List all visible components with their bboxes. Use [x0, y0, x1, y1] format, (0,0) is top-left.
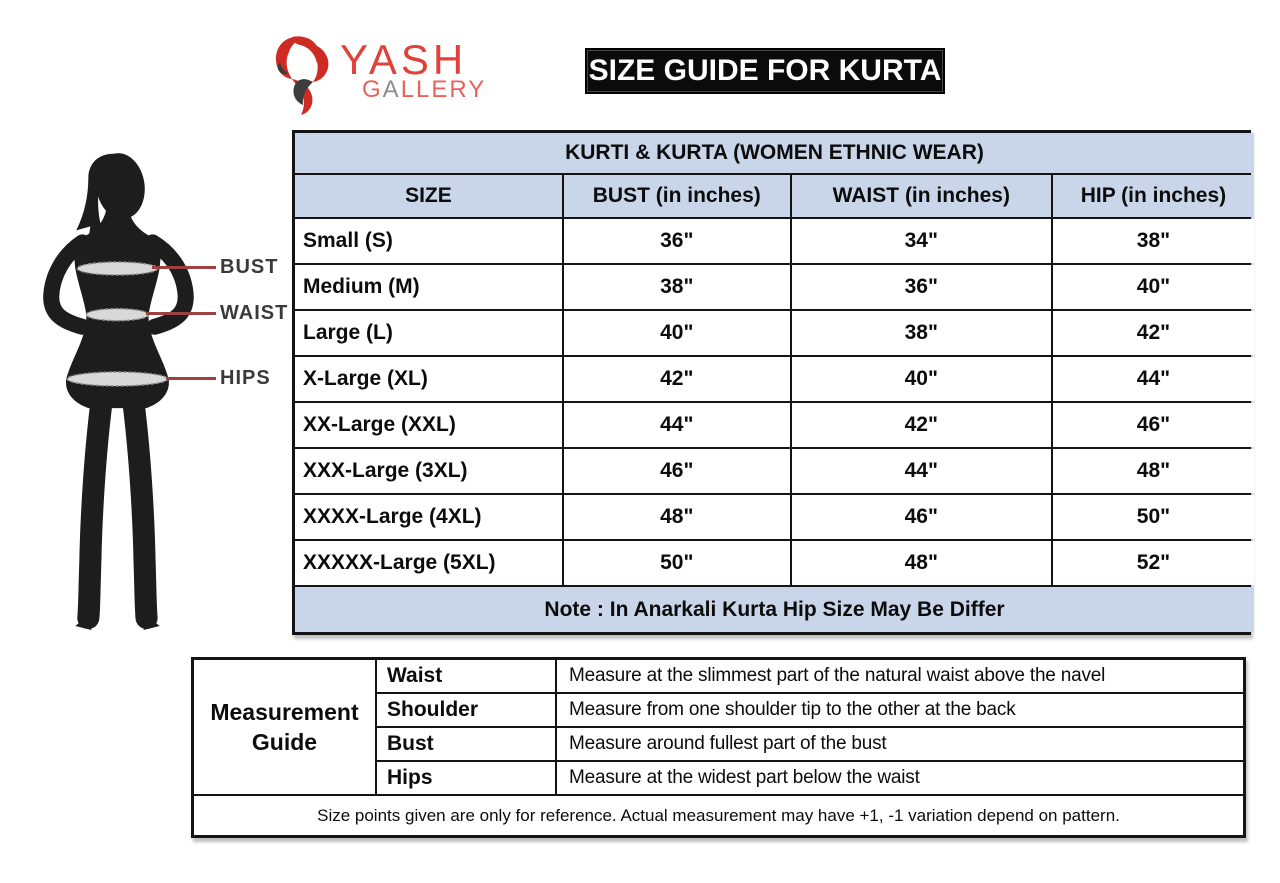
bust-cell: 42"	[564, 357, 790, 401]
guide-label-bust: Bust	[377, 728, 555, 760]
bust-cell: 36"	[564, 219, 790, 263]
guide-desc-shoulder: Measure from one shoulder tip to the other at the back	[557, 694, 1243, 726]
hips-pointer-line	[166, 377, 216, 380]
waist-cell: 38"	[792, 311, 1051, 355]
waist-pointer-line	[146, 312, 216, 315]
waist-label: WAIST	[220, 302, 289, 324]
guide-label-shoulder: Shoulder	[377, 694, 555, 726]
guide-label-waist: Waist	[377, 660, 555, 692]
size-cell: XXXXX-Large (5XL)	[295, 541, 562, 585]
size-cell: Large (L)	[295, 311, 562, 355]
hip-cell: 46"	[1053, 403, 1254, 447]
size-cell: XXXX-Large (4XL)	[295, 495, 562, 539]
bust-band	[77, 262, 157, 275]
bust-cell: 40"	[564, 311, 790, 355]
hip-cell: 50"	[1053, 495, 1254, 539]
page-title-bar	[585, 48, 945, 94]
waist-band	[86, 309, 148, 321]
size-cell: XXX-Large (3XL)	[295, 449, 562, 493]
guide-label-hips: Hips	[377, 762, 555, 794]
measurement-guide-table	[191, 657, 1246, 838]
column-header-size: SIZE	[295, 175, 562, 217]
bust-cell: 38"	[564, 265, 790, 309]
bust-label: BUST	[220, 256, 279, 278]
size-cell: Medium (M)	[295, 265, 562, 309]
waist-cell: 40"	[792, 357, 1051, 401]
waist-cell: 36"	[792, 265, 1051, 309]
brand-logo-icon	[272, 34, 336, 116]
anarkali-note: Note : In Anarkali Kurta Hip Size May Be Differ	[295, 587, 1254, 632]
hip-cell: 44"	[1053, 357, 1254, 401]
hip-cell: 48"	[1053, 449, 1254, 493]
size-table	[292, 130, 1251, 635]
guide-desc-waist: Measure at the slimmest part of the natural waist above the navel	[557, 660, 1243, 692]
body-measurement-figure	[42, 150, 217, 632]
bust-cell: 50"	[564, 541, 790, 585]
brand-subname: GALLERY	[362, 76, 487, 103]
waist-cell: 42"	[792, 403, 1051, 447]
hip-cell: 40"	[1053, 265, 1254, 309]
brand-name: YASH	[340, 36, 468, 83]
bust-cell: 44"	[564, 403, 790, 447]
brand-logo	[272, 34, 487, 118]
waist-cell: 44"	[792, 449, 1051, 493]
column-header-waist: WAIST (in inches)	[792, 175, 1051, 217]
bust-pointer-line	[152, 266, 216, 269]
page-title: SIZE GUIDE FOR KURTA	[588, 54, 942, 87]
size-cell: X-Large (XL)	[295, 357, 562, 401]
hip-cell: 52"	[1053, 541, 1254, 585]
size-cell: XX-Large (XXL)	[295, 403, 562, 447]
hips-label: HIPS	[220, 367, 271, 389]
size-cell: Small (S)	[295, 219, 562, 263]
reference-footnote: Size points given are only for reference. Actual measurement may have +1, -1 variation depend on pattern.	[194, 796, 1243, 835]
hips-band	[67, 372, 167, 386]
waist-cell: 34"	[792, 219, 1051, 263]
waist-cell: 48"	[792, 541, 1051, 585]
hip-cell: 42"	[1053, 311, 1254, 355]
column-header-hip: HIP (in inches)	[1053, 175, 1254, 217]
measurement-guide-title: Measurement Guide	[194, 660, 375, 794]
size-table-title: KURTI & KURTA (WOMEN ETHNIC WEAR)	[295, 133, 1254, 173]
guide-desc-bust: Measure around fullest part of the bust	[557, 728, 1243, 760]
column-header-bust: BUST (in inches)	[564, 175, 790, 217]
waist-cell: 46"	[792, 495, 1051, 539]
guide-desc-hips: Measure at the widest part below the waist	[557, 762, 1243, 794]
bust-cell: 46"	[564, 449, 790, 493]
hip-cell: 38"	[1053, 219, 1254, 263]
bust-cell: 48"	[564, 495, 790, 539]
